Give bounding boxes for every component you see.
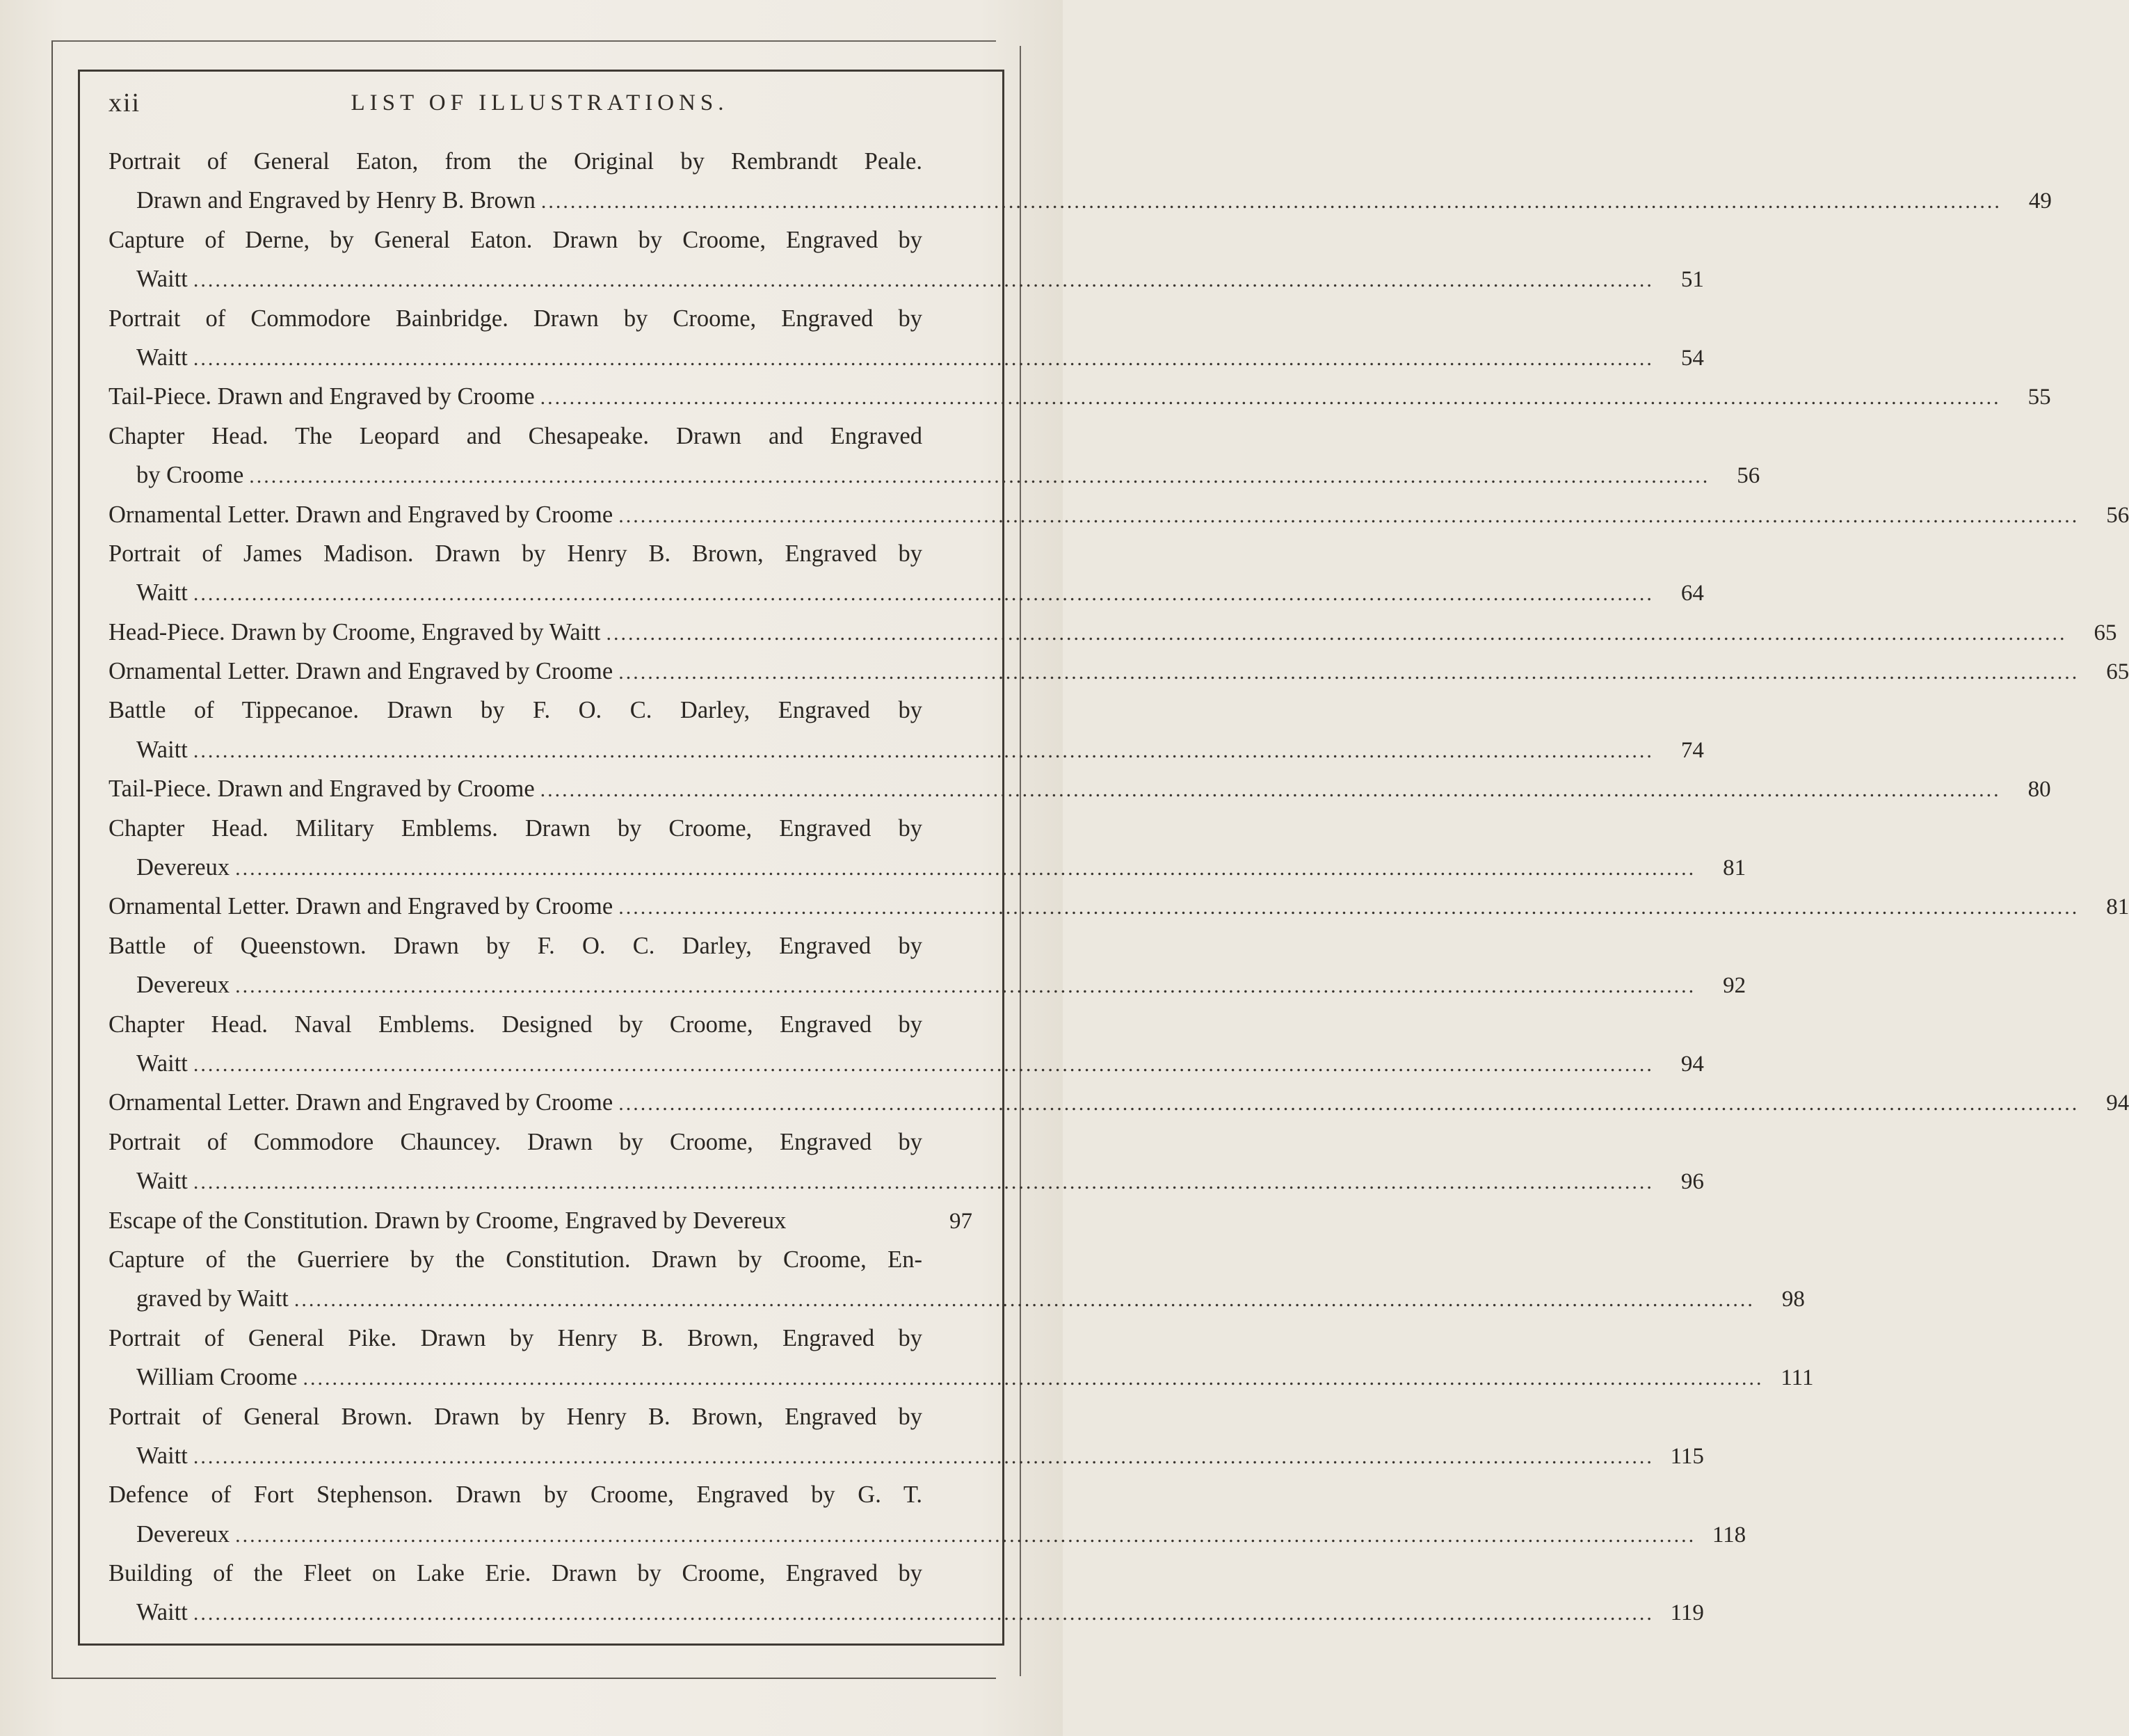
dot-leader: ........................................................................................................................................................................................................ bbox=[540, 386, 2001, 410]
entry-text: Escape of the Constitution. Drawn by Croome, Engraved by Devereux bbox=[109, 1207, 787, 1234]
entry-text: Head-Piece. Drawn by Croome, Engraved by Waitt bbox=[109, 618, 601, 645]
entry-text: Chapter Head. Military Emblems. Drawn by Croome, Engraved by bbox=[109, 814, 922, 842]
entry-line bbox=[102, 1515, 1746, 1554]
entry-text: William Croome bbox=[136, 1364, 298, 1391]
entry-line bbox=[102, 456, 1760, 495]
entry-page-number: 115 bbox=[1670, 1443, 1704, 1469]
dot-leader: ........................................................................................................................................................................................................ bbox=[303, 1367, 1764, 1390]
entry-line bbox=[102, 377, 2051, 416]
entry-line bbox=[102, 1319, 972, 1358]
entry-text: by Croome bbox=[136, 462, 244, 489]
list-item bbox=[102, 1005, 1704, 1084]
list-item bbox=[102, 495, 2129, 534]
entry-text: Portrait of James Madison. Drawn by Henry B. Brown, Engraved by bbox=[109, 540, 922, 567]
entry-line bbox=[102, 965, 1746, 1004]
entry-text: Drawn and Engraved by Henry B. Brown bbox=[136, 187, 536, 214]
dot-leader: ........................................................................................................................................................................................................ bbox=[193, 346, 1654, 370]
dot-leader: ........................................................................................................................................................................................................ bbox=[235, 974, 1696, 998]
entry-text: Chapter Head. The Leopard and Chesapeake. Drawn and Engraved bbox=[109, 422, 922, 449]
entry-page-number: 51 bbox=[1680, 267, 1704, 293]
entry-line bbox=[102, 1083, 2129, 1122]
entry-text: Portrait of General Eaton, from the Original by Rembrandt Peale. bbox=[109, 148, 922, 175]
entry-page-number: 74 bbox=[1680, 737, 1704, 763]
entry-line bbox=[102, 1397, 972, 1436]
dot-leader: ........................................................................................................................................................................................................ bbox=[618, 896, 2080, 919]
list-item bbox=[102, 1123, 1704, 1201]
entry-page-number: 56 bbox=[2106, 502, 2129, 528]
entry-text: Waitt bbox=[136, 736, 188, 763]
entry-page-number: 81 bbox=[2106, 894, 2129, 920]
entry-line bbox=[102, 220, 972, 259]
entry-line bbox=[102, 769, 2051, 808]
entry-line bbox=[102, 1554, 972, 1593]
entry-line bbox=[102, 1475, 972, 1514]
entry-page-number: 81 bbox=[1723, 855, 1746, 881]
entry-text: Portrait of Commodore Bainbridge. Drawn by Croome, Engraved by bbox=[109, 305, 922, 332]
dot-leader: ........................................................................................................................................................................................................ bbox=[618, 504, 2080, 527]
list-item bbox=[102, 809, 1746, 887]
entry-text: Ornamental Letter. Drawn and Engraved by Croome bbox=[109, 1089, 613, 1116]
entry-text: Capture of the Guerriere by the Constitution. Drawn by Croome, En- bbox=[109, 1246, 922, 1273]
entry-page-number: 111 bbox=[1781, 1365, 1814, 1391]
entry-line bbox=[102, 1593, 1704, 1632]
entry-page-number: 94 bbox=[2106, 1091, 2129, 1116]
entry-page-number: 54 bbox=[1680, 345, 1704, 371]
entry-line bbox=[102, 1162, 1704, 1200]
entry-line bbox=[102, 848, 1746, 887]
entry-page-number: 55 bbox=[2027, 385, 2051, 410]
entry-text: Ornamental Letter. Drawn and Engraved by Croome bbox=[109, 658, 613, 685]
entry-page-number: 97 bbox=[949, 1208, 972, 1234]
entry-text: Waitt bbox=[136, 1442, 188, 1469]
entry-line bbox=[102, 1436, 1704, 1475]
entry-page-number: 49 bbox=[2028, 188, 2052, 214]
entry-text: Waitt bbox=[136, 266, 188, 293]
entry-line bbox=[102, 1201, 972, 1240]
entry-line bbox=[102, 1123, 972, 1162]
entry-line bbox=[102, 534, 972, 573]
entry-line bbox=[102, 417, 972, 456]
entry-text: Waitt bbox=[136, 1050, 188, 1077]
list-item bbox=[102, 1083, 2129, 1122]
dot-leader: ........................................................................................................................................................................................................ bbox=[294, 1288, 1755, 1312]
entry-line bbox=[102, 652, 2129, 691]
list-item bbox=[102, 1201, 972, 1240]
entry-line bbox=[102, 338, 1704, 377]
entry-line bbox=[102, 691, 972, 730]
entry-line bbox=[102, 809, 972, 848]
entry-line bbox=[102, 181, 2052, 220]
entry-line bbox=[102, 887, 2129, 926]
entry-line bbox=[102, 1005, 972, 1044]
dot-leader: ........................................................................................................................................................................................................ bbox=[193, 1171, 1654, 1194]
list-item bbox=[102, 887, 2129, 926]
entry-line bbox=[102, 1279, 1805, 1318]
entry-page-number: 65 bbox=[2094, 620, 2117, 645]
entry-line bbox=[102, 299, 972, 338]
entry-text: Chapter Head. Naval Emblems. Designed by Croome, Engraved by bbox=[109, 1011, 922, 1038]
dot-leader: ........................................................................................................................................................................................................ bbox=[193, 1445, 1654, 1468]
entry-page-number: 92 bbox=[1723, 973, 1746, 999]
entry-text: Capture of Derne, by General Eaton. Drawn by Croome, Engraved by bbox=[109, 226, 922, 253]
entry-line bbox=[102, 495, 2129, 534]
entry-page-number: 65 bbox=[2106, 659, 2129, 685]
entry-text: Devereux bbox=[136, 972, 230, 999]
entry-text: Waitt bbox=[136, 1599, 188, 1626]
dot-leader: ........................................................................................................................................................................................................ bbox=[193, 268, 1654, 292]
page-number: xii bbox=[109, 88, 141, 118]
entry-text: graved by Waitt bbox=[136, 1285, 289, 1312]
dot-leader: ........................................................................................................................................................................................................ bbox=[235, 857, 1696, 881]
dot-leader: ........................................................................................................................................................................................................ bbox=[618, 1092, 2080, 1116]
entry-text: Battle of Queenstown. Drawn by F. O. C. Darley, Engraved by bbox=[109, 932, 922, 959]
entry-text: Devereux bbox=[136, 1520, 230, 1548]
list-item bbox=[102, 613, 2117, 652]
page-header bbox=[109, 88, 971, 129]
dot-leader: ........................................................................................................................................................................................................ bbox=[606, 621, 2067, 645]
running-title: LIST OF ILLUSTRATIONS. bbox=[351, 90, 729, 115]
list-item bbox=[102, 1475, 1746, 1554]
dot-leader: ........................................................................................................................................................................................................ bbox=[193, 1602, 1654, 1625]
list-item bbox=[102, 377, 2051, 416]
entry-page-number: 64 bbox=[1680, 581, 1704, 606]
list-item bbox=[102, 417, 1760, 495]
illustrations-list bbox=[102, 142, 2129, 1632]
list-item bbox=[102, 1397, 1704, 1476]
dot-leader: ........................................................................................................................................................................................................ bbox=[249, 465, 1710, 488]
entry-text: Devereux bbox=[136, 854, 230, 881]
entry-line bbox=[102, 1240, 972, 1279]
entry-text: Portrait of General Brown. Drawn by Henry B. Brown, Engraved by bbox=[109, 1403, 922, 1430]
list-item bbox=[102, 534, 1704, 613]
list-item bbox=[102, 926, 1746, 1005]
entry-text: Waitt bbox=[136, 1168, 188, 1195]
entry-page-number: 119 bbox=[1670, 1600, 1704, 1626]
list-item bbox=[102, 652, 2129, 691]
list-item bbox=[102, 1319, 1814, 1397]
entry-page-number: 118 bbox=[1712, 1522, 1746, 1548]
entry-line bbox=[102, 1044, 1704, 1083]
dot-leader: ........................................................................................................................................................................................................ bbox=[618, 661, 2080, 684]
list-item bbox=[102, 769, 2051, 808]
dot-leader: ........................................................................................................................................................................................................ bbox=[235, 1523, 1696, 1547]
entry-line bbox=[102, 1358, 1814, 1397]
entry-line bbox=[102, 259, 1704, 298]
entry-text: Battle of Tippecanoe. Drawn by F. O. C. Darley, Engraved by bbox=[109, 697, 922, 724]
list-item bbox=[102, 299, 1704, 378]
list-item bbox=[102, 220, 1704, 299]
list-item bbox=[102, 1554, 1704, 1632]
list-item bbox=[102, 142, 2052, 220]
entry-line bbox=[102, 926, 972, 965]
entry-text: Portrait of General Pike. Drawn by Henry B. Brown, Engraved by bbox=[109, 1324, 922, 1351]
entry-page-number: 56 bbox=[1737, 463, 1760, 489]
entry-text: Defence of Fort Stephenson. Drawn by Croome, Engraved by G. T. bbox=[109, 1481, 922, 1509]
dot-leader: ........................................................................................................................................................................................................ bbox=[193, 582, 1654, 606]
list-item bbox=[102, 691, 1704, 769]
entry-text: Waitt bbox=[136, 579, 188, 606]
entry-line bbox=[102, 573, 1704, 612]
entry-text: Tail-Piece. Drawn and Engraved by Croome bbox=[109, 383, 535, 410]
dot-leader: ........................................................................................................................................................................................................ bbox=[193, 739, 1654, 762]
entry-line bbox=[102, 730, 1704, 769]
entry-text: Ornamental Letter. Drawn and Engraved by Croome bbox=[109, 893, 613, 920]
list-item bbox=[102, 1240, 1805, 1319]
entry-text: Waitt bbox=[136, 344, 188, 371]
entry-text: Portrait of Commodore Chauncey. Drawn by Croome, Engraved by bbox=[109, 1128, 922, 1155]
entry-line bbox=[102, 613, 2117, 652]
entry-page-number: 96 bbox=[1680, 1169, 1704, 1195]
entry-text: Building of the Fleet on Lake Erie. Drawn by Croome, Engraved by bbox=[109, 1560, 922, 1587]
entry-text: Tail-Piece. Drawn and Engraved by Croome bbox=[109, 775, 535, 803]
entry-page-number: 80 bbox=[2027, 777, 2051, 803]
entry-line bbox=[102, 142, 972, 181]
dot-leader: ........................................................................................................................................................................................................ bbox=[540, 778, 2001, 802]
dot-leader: ........................................................................................................................................................................................................ bbox=[540, 190, 2002, 214]
entry-page-number: 94 bbox=[1680, 1051, 1704, 1077]
dot-leader: ........................................................................................................................................................................................................ bbox=[193, 1052, 1654, 1076]
entry-text: Ornamental Letter. Drawn and Engraved by Croome bbox=[109, 501, 613, 528]
entry-page-number: 98 bbox=[1781, 1287, 1805, 1312]
